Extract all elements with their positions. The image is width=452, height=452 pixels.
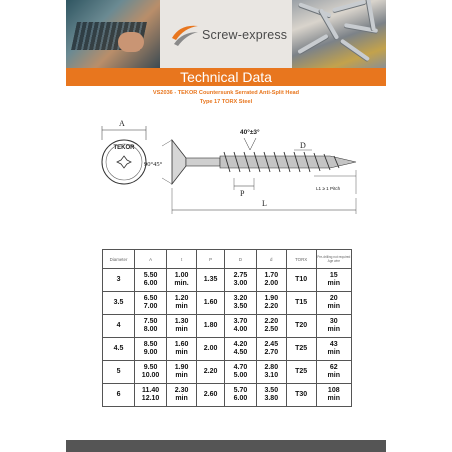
table-cell: T25 <box>286 361 316 384</box>
table-cell: 5.70 6.00 <box>225 384 257 407</box>
table-cell: 2.45 2.70 <box>256 338 286 361</box>
table-cell: 3.20 3.50 <box>225 292 257 315</box>
table-cell: 11.40 12.10 <box>135 384 167 407</box>
brand-name: Screw-express <box>202 28 288 42</box>
table-cell: 1.60 min <box>167 338 197 361</box>
table-cell: 30 min <box>316 315 351 338</box>
swoosh-logo-icon <box>170 20 200 50</box>
section-title-bar <box>66 68 386 86</box>
brand-logo <box>170 18 288 52</box>
spec-table <box>102 249 352 407</box>
col-header: d <box>256 250 286 269</box>
table-cell: 2.20 2.50 <box>256 315 286 338</box>
table-cell: 1.80 <box>197 315 225 338</box>
table-cell: 1.60 <box>197 292 225 315</box>
head-stamp-label: TEKOR <box>113 145 135 151</box>
table-row <box>103 384 352 407</box>
tip-angle-label: 40°±3° <box>240 129 260 136</box>
workshop-photo <box>66 0 160 68</box>
technical-data-page <box>66 0 386 452</box>
table-cell: 4 <box>103 315 135 338</box>
table-cell: 2.60 <box>197 384 225 407</box>
table-header-row <box>103 250 352 269</box>
table-cell: T30 <box>286 384 316 407</box>
table-body <box>103 269 352 407</box>
table-cell: 2.80 3.10 <box>256 361 286 384</box>
table-cell: 1.00 min. <box>167 269 197 292</box>
table-cell: 4.5 <box>103 338 135 361</box>
table-cell: 62 min <box>316 361 351 384</box>
screws-photo <box>292 0 386 68</box>
section-title: Technical Data <box>180 69 272 85</box>
table-cell: 1.90 2.20 <box>256 292 286 315</box>
table-cell: 8.50 9.00 <box>135 338 167 361</box>
table-cell: 1.30 min <box>167 315 197 338</box>
col-header: t <box>167 250 197 269</box>
table-cell: 3.50 3.80 <box>256 384 286 407</box>
col-header: A <box>135 250 167 269</box>
table-cell: 15 min <box>316 269 351 292</box>
table-row <box>103 269 352 292</box>
table-cell: 3.5 <box>103 292 135 315</box>
table-cell: 5.50 6.00 <box>135 269 167 292</box>
col-header: TORX <box>286 250 316 269</box>
dimension-a-label: A <box>119 119 125 128</box>
table-cell: 2.75 3.00 <box>225 269 257 292</box>
dimension-d-label: D <box>300 141 306 150</box>
table-cell: 2.20 <box>197 361 225 384</box>
dimension-p-label: P <box>240 189 245 198</box>
table-cell: 2.30 min <box>167 384 197 407</box>
table-cell: 4.70 5.00 <box>225 361 257 384</box>
col-header: Diameter <box>103 250 135 269</box>
table-cell: 1.70 2.00 <box>256 269 286 292</box>
head-angle-label: 90°45° <box>144 161 163 168</box>
col-header: P <box>197 250 225 269</box>
table-cell: 2.00 <box>197 338 225 361</box>
table-cell: 6.50 7.00 <box>135 292 167 315</box>
table-cell: 1.35 <box>197 269 225 292</box>
table-row <box>103 315 352 338</box>
screw-dimension-drawing <box>94 110 374 225</box>
table-cell: 20 min <box>316 292 351 315</box>
table-cell: 3 <box>103 269 135 292</box>
table-cell: 1.90 min <box>167 361 197 384</box>
table-cell: T25 <box>286 338 316 361</box>
table-cell: 43 min <box>316 338 351 361</box>
pitch-note: L1 ≥ 1 Pitch <box>316 186 341 191</box>
table-cell: 7.50 8.00 <box>135 315 167 338</box>
table-cell: 3.70 4.00 <box>225 315 257 338</box>
table-cell: 108 min <box>316 384 351 407</box>
table-cell: T20 <box>286 315 316 338</box>
table-row <box>103 338 352 361</box>
table-row <box>103 292 352 315</box>
table-cell: 5 <box>103 361 135 384</box>
header-banner <box>66 0 386 68</box>
table-cell: T15 <box>286 292 316 315</box>
product-title: VS2036 - TEKOR Countersunk Serrated Anti-Split Head <box>152 90 300 96</box>
col-header: D <box>225 250 257 269</box>
table-row <box>103 361 352 384</box>
table-cell: 6 <box>103 384 135 407</box>
footer-bar <box>66 440 386 452</box>
product-material: Type 17 TORX Steel <box>199 99 253 105</box>
dimension-l-label: L <box>262 199 267 208</box>
table-cell: 1.20 min <box>167 292 197 315</box>
table-cell: 4.20 4.50 <box>225 338 257 361</box>
table-cell: T10 <box>286 269 316 292</box>
table-cell: 9.50 10.00 <box>135 361 167 384</box>
col-header: Pre-drilling not required Age wire <box>316 250 351 269</box>
